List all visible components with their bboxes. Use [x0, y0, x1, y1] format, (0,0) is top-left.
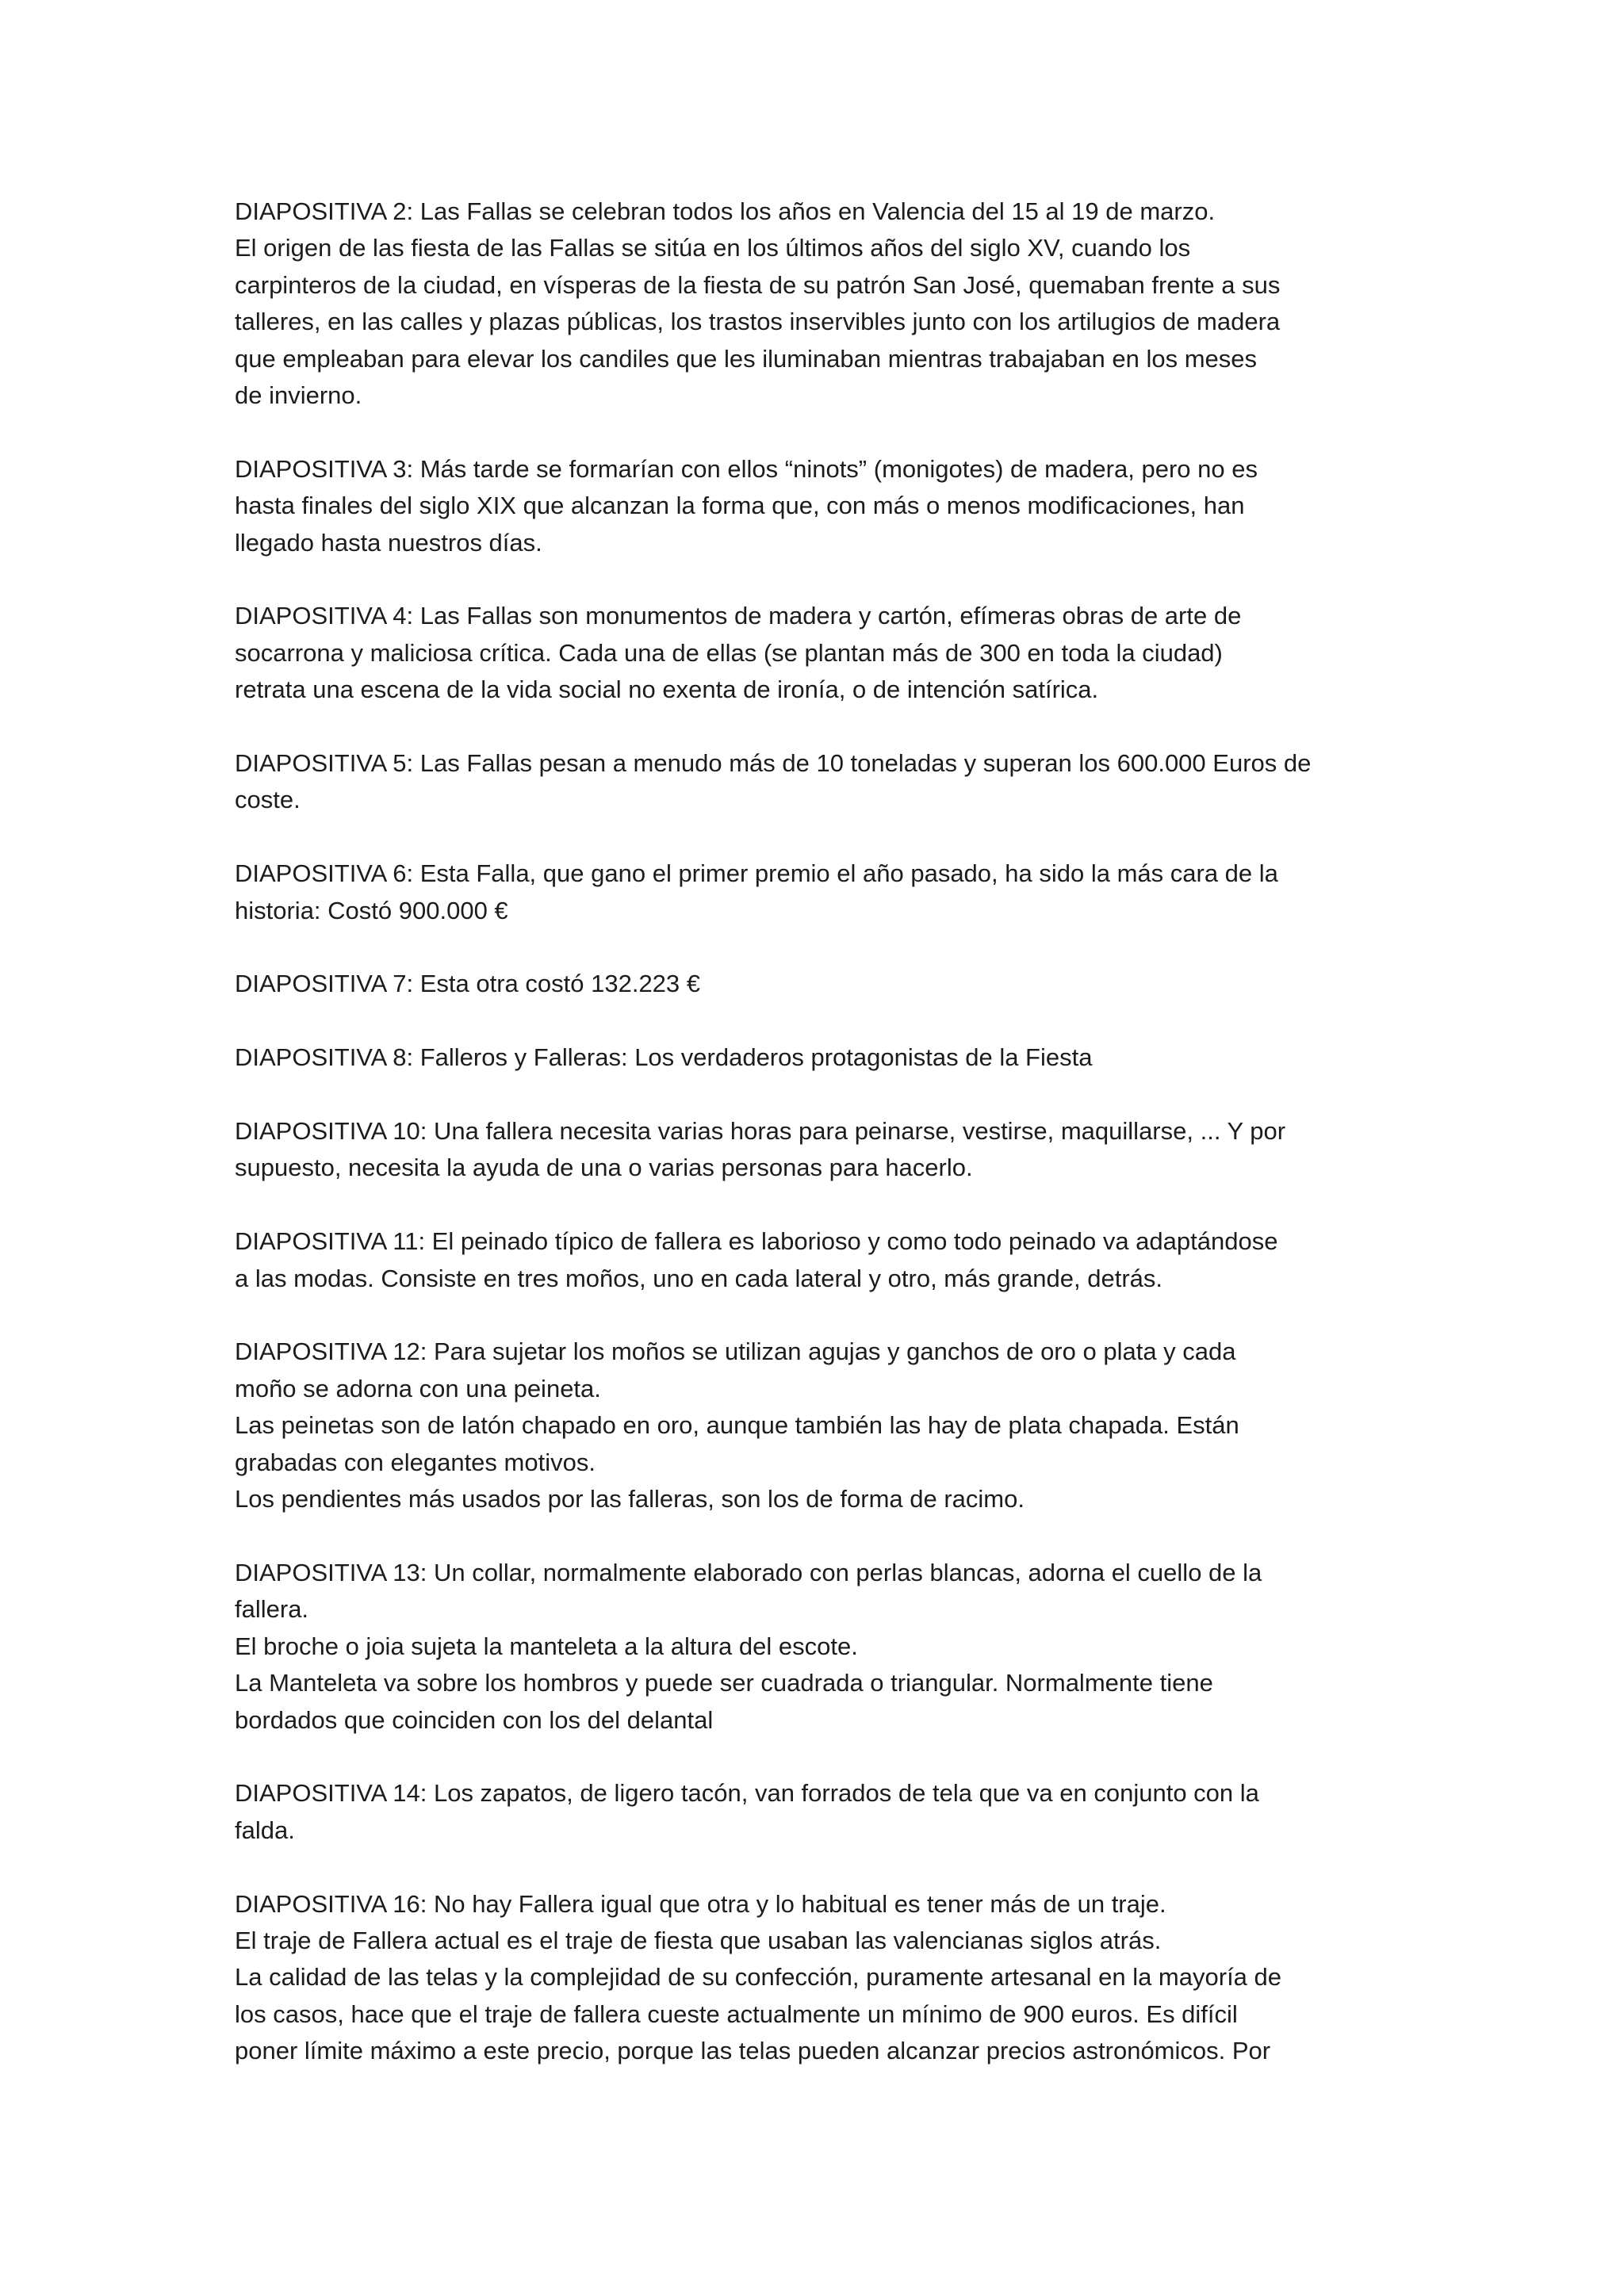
- text-line: DIAPOSITIVA 10: Una fallera necesita varias horas para peinarse, vestirse, maquillarse, ... Y por: [235, 1117, 1286, 1146]
- text-line: a las modas. Consiste en tres moños, uno en cada lateral y otro, más grande, detrás.: [235, 1264, 1163, 1292]
- text-line: El traje de Fallera actual es el traje de fiesta que usaban las valencianas siglos atrás.: [235, 1926, 1162, 1954]
- text-line: de invierno.: [235, 381, 362, 410]
- text-line: bordados que coinciden con los del delantal: [235, 1705, 714, 1734]
- text-line: DIAPOSITIVA 5: Las Fallas pesan a menudo más de 10 toneladas y superan los 600.000 Euros de: [235, 749, 1312, 778]
- text-line: hasta finales del siglo XIX que alcanzan la forma que, con más o menos modificaciones, han: [235, 492, 1245, 520]
- paragraph-12: [235, 1775, 1440, 1849]
- text-line: supuesto, necesita la ayuda de una o varias personas para hacerlo.: [235, 1154, 973, 1182]
- paragraph-11: [235, 1555, 1440, 1739]
- text-line: moño se adorna con una peineta.: [235, 1374, 601, 1402]
- paragraph-4: [235, 745, 1440, 819]
- text-line: Los pendientes más usados por las falleras, son los de forma de racimo.: [235, 1485, 1025, 1513]
- text-line: La calidad de las telas y la complejidad de su confección, puramente artesanal en la mayoría de: [235, 1963, 1282, 1992]
- text-line: La Manteleta va sobre los hombros y puede ser cuadrada o triangular. Normalmente tiene: [235, 1669, 1213, 1697]
- text-line: El broche o joia sujeta la manteleta a la altura del escote.: [235, 1632, 858, 1660]
- text-line: DIAPOSITIVA 11: El peinado típico de fallera es laborioso y como todo peinado va adaptándose: [235, 1227, 1278, 1256]
- text-line: El origen de las fiesta de las Fallas se sitúa en los últimos años del siglo XV, cuando los: [235, 234, 1191, 262]
- text-line: DIAPOSITIVA 12: Para sujetar los moños se utilizan agujas y ganchos de oro o plata y cada: [235, 1337, 1236, 1366]
- paragraph-3: [235, 598, 1440, 708]
- text-line: DIAPOSITIVA 16: No hay Fallera igual que otra y lo habitual es tener más de un traje.: [235, 1889, 1166, 1918]
- text-line: DIAPOSITIVA 13: Un collar, normalmente elaborado con perlas blancas, adorna el cuello de la: [235, 1558, 1262, 1586]
- text-line: DIAPOSITIVA 2: Las Fallas se celebran todos los años en Valencia del 15 al 19 de marzo.: [235, 197, 1216, 225]
- text-line: llegado hasta nuestros días.: [235, 528, 542, 557]
- paragraph-9: [235, 1223, 1440, 1297]
- text-line: los casos, hace que el traje de fallera cueste actualmente un mínimo de 900 euros. Es difícil: [235, 1999, 1238, 2028]
- text-line: DIAPOSITIVA 14: Los zapatos, de ligero tacón, van forrados de tela que va en conjunto con la: [235, 1779, 1259, 1808]
- text-line: talleres, en las calles y plazas públicas, los trastos inservibles junto con los artilugios de madera: [235, 308, 1281, 336]
- text-line: fallera.: [235, 1595, 309, 1624]
- text-line: socarrona y maliciosa crítica. Cada una de ellas (se plantan más de 300 en toda la ciudad): [235, 638, 1223, 667]
- paragraph-10: [235, 1334, 1440, 1517]
- text-line: falda.: [235, 1816, 295, 1844]
- paragraph-7: [235, 1039, 1440, 1076]
- paragraph-5: [235, 855, 1440, 929]
- text-line: poner límite máximo a este precio, porque las telas pueden alcanzar precios astronómicos. Por: [235, 2037, 1271, 2065]
- text-line: DIAPOSITIVA 7: Esta otra costó 132.223 €: [235, 970, 701, 998]
- text-line: DIAPOSITIVA 4: Las Fallas son monumentos de madera y cartón, efímeras obras de arte de: [235, 602, 1242, 630]
- text-line: DIAPOSITIVA 3: Más tarde se formarían con ellos “ninots” (monigotes) de madera, pero no es: [235, 454, 1258, 483]
- paragraph-6: [235, 966, 1440, 1002]
- paragraph-13: [235, 1886, 1440, 2070]
- text-line: que empleaban para elevar los candiles que les iluminaban mientras trabajaban en los meses: [235, 344, 1257, 373]
- text-line: Las peinetas son de latón chapado en oro, aunque también las hay de plata chapada. Están: [235, 1411, 1239, 1440]
- text-line: DIAPOSITIVA 8: Falleros y Falleras: Los verdaderos protagonistas de la Fiesta: [235, 1043, 1093, 1072]
- text-line: grabadas con elegantes motivos.: [235, 1448, 596, 1476]
- text-line: coste.: [235, 786, 301, 814]
- text-line: historia: Costó 900.000 €: [235, 896, 508, 924]
- text-line: carpinteros de la ciudad, en vísperas de la fiesta de su patrón San José, quemaban frente a sus: [235, 270, 1281, 299]
- text-line: DIAPOSITIVA 6: Esta Falla, que gano el primer premio el año pasado, ha sido la más cara de la: [235, 859, 1278, 888]
- paragraph-2: [235, 451, 1440, 561]
- text-line: retrata una escena de la vida social no exenta de ironía, o de intención satírica.: [235, 675, 1099, 704]
- paragraph-1: [235, 193, 1440, 414]
- paragraph-8: [235, 1113, 1440, 1187]
- document-body: [235, 193, 1440, 2107]
